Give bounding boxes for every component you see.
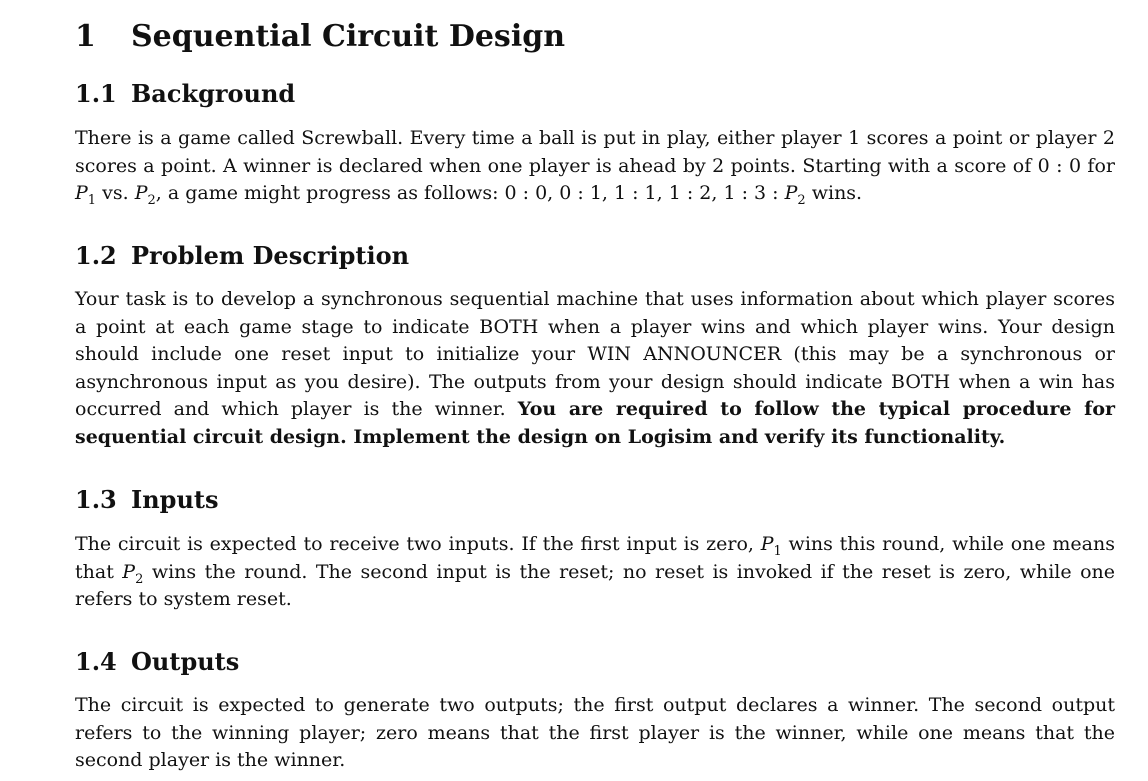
subsection-heading-inputs — [75, 485, 219, 515]
math-subscript: 1 — [773, 543, 782, 559]
math-subscript: 1 — [87, 192, 97, 208]
math-letter: P — [134, 182, 148, 204]
subsection-title: Inputs — [131, 485, 219, 514]
subsection-title: Problem Description — [131, 241, 410, 270]
inputs-paragraph — [75, 531, 1115, 614]
background-text: wins. — [805, 182, 863, 204]
math-p2 — [122, 560, 144, 587]
subsection-title: Background — [131, 79, 296, 108]
subsection-heading-outputs — [75, 647, 239, 677]
background-text: There is a game called Screwball. Every time a ball is put in play, either player 1 scores a point or player 2 scores a point. A winner is declared when one player is ahead by 2 points. Starting with a score of 0 : 0 for — [75, 127, 1115, 177]
background-paragraph — [75, 125, 1115, 208]
section-number: 1 — [75, 19, 96, 54]
subsection-number: 1.3 — [75, 485, 117, 514]
math-letter: P — [760, 533, 774, 555]
math-p2 — [784, 182, 806, 208]
section-title: Sequential Circuit Design — [131, 19, 566, 54]
math-letter: P — [122, 560, 136, 583]
background-text: , a game might progress as follows: 0 : 0, 0 : 1, 1 : 1, 1 : 2, 1 : 3 : — [155, 182, 785, 204]
subsection-number: 1.4 — [75, 647, 117, 676]
subsection-heading-problem-description — [75, 241, 409, 271]
math-subscript: 2 — [147, 192, 156, 208]
math-subscript: 2 — [135, 571, 144, 587]
math-p1 — [760, 533, 782, 559]
problem-description-paragraph — [75, 286, 1115, 451]
background-text: vs. — [96, 182, 135, 204]
subsection-number: 1.2 — [75, 241, 117, 270]
math-letter: P — [75, 182, 88, 204]
problem-bold-text: You are required to follow the typical procedure for sequential circuit design. Implement the design on Logisim and verify its functionality. — [75, 398, 1116, 448]
math-letter: P — [784, 182, 798, 204]
outputs-paragraph — [75, 692, 1115, 775]
inputs-text: wins this round, while one means that — [75, 533, 1115, 583]
inputs-text: wins the round. The second input is the reset; no reset is invoked if the reset is zero, while one refers to system reset. — [75, 560, 1115, 610]
outputs-text: The circuit is expected to generate two outputs; the first output declares a winner. The second output refers to the winning player; zero means that the first player is the winner, while one means that the second player is the winner. — [75, 694, 1115, 771]
math-p2 — [134, 182, 156, 208]
subsection-heading-background — [75, 79, 295, 109]
inputs-text: The circuit is expected to receive two inputs. If the first input is zero, — [75, 533, 761, 555]
problem-text: Your task is to develop a synchronous sequential machine that uses information about which player scores a point at each game stage to indicate BOTH when a player wins and which player wins. Your design should include one reset input to initialize your WIN ANNOUNCER (this may be a synchronous or asynchronous input as you desire). The outputs from your design should indicate BOTH when a win has occurred and which player is the winner. — [75, 288, 1115, 420]
subsection-number: 1.1 — [75, 79, 117, 108]
section-heading — [75, 18, 565, 56]
math-p1 — [75, 182, 97, 208]
math-subscript: 2 — [797, 192, 806, 208]
subsection-title: Outputs — [131, 647, 240, 676]
